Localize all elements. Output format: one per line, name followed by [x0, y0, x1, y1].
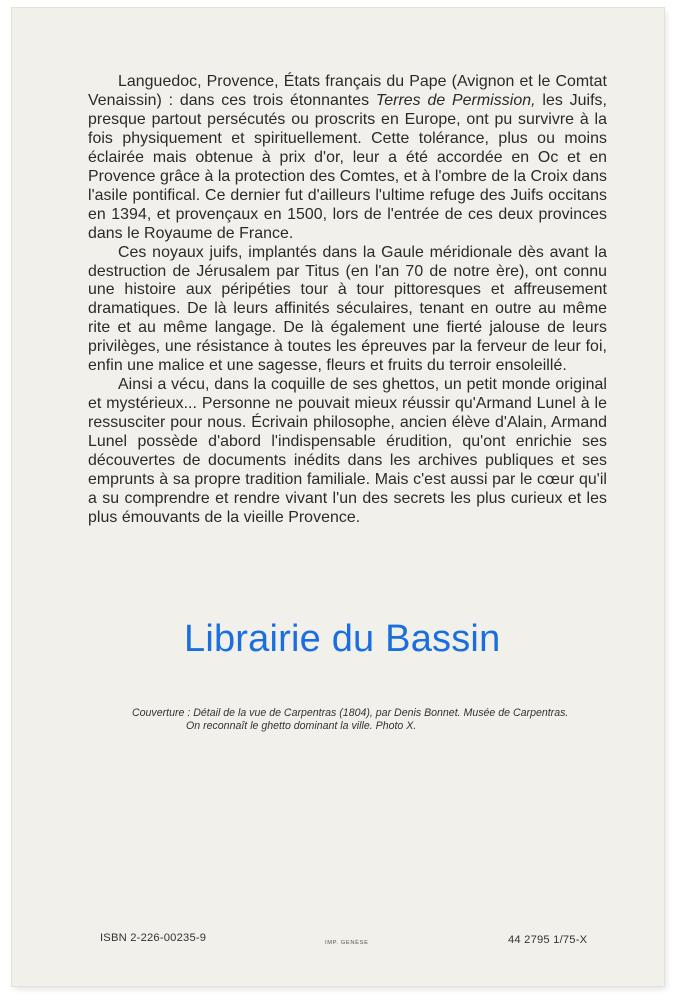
blurb-paragraph-3: Ainsi a vécu, dans la coquille de ses ghettos, un petit monde original et mystérieux... Personne ne pouvait mieux réussir qu'Armand Lunel à le ressusciter pour nous. Écrivain philosophe, ancien élève d'Alain, Armand Lunel possède d'abord l'indispensable érudition, qu'ont enrichie ses découvertes de documents inédits dans les archives publiques et ses emprunts à sa propre tradition familiale. Mais c'est aussi par le cœur qu'il a su comprendre et rendre vivant l'un des secrets les plus curieux et les plus émouvants de la vieille Provence. [88, 376, 607, 526]
caption-line-2: On reconnaît le ghetto dominant la ville. Photo X. [186, 719, 417, 732]
bookshop-watermark: Librairie du Bassin [184, 618, 501, 660]
blurb-text [88, 73, 607, 528]
paragraph-1-end: les Juifs, presque partout persécutés ou proscrits en Europe, ont pu survivre à la fois physiquement et spirituellement. Cette tolérance, plus ou moins éclairée mais obtenue à prix d'or, leur a été accordée en Oc et en Provence grâce à la protection des Comtes, et à l'ombre de la Croix dans l'asile pontifical. Ce dernier fut d'ailleurs l'ultime refuge des Juifs occitans en 1394, et provençaux en 1500, lors de l'entrée de ces deux provinces dans le Royaume de France. [88, 91, 607, 242]
blurb-paragraph-2: Ces noyaux juifs, implantés dans la Gaule méridionale dès avant la destruction de Jérusalem par Titus (en l'an 70 de notre ère), ont connu une histoire aux péripéties tour à tour pittoresques et affreusement dramatiques. De là leurs affinités séculaires, tenant en outre au même rite et au même langage. De là également une fierté jalouse de leurs privilèges, une résistance à toutes les épreuves par la ferveur de leur foi, enfin une malice et une sagesse, fleurs et fruits du terroir ensoleillé. [88, 243, 607, 375]
isbn-number: ISBN 2-226-00235-9 [100, 932, 207, 944]
paragraph-1-italic-title: Terres de Permission, [375, 91, 536, 109]
printer-imprint: IMP. GENÈSE [325, 940, 369, 946]
cover-credit-caption [132, 707, 602, 732]
catalog-code: 44 2795 1/75-X [508, 934, 588, 946]
blurb-paragraph-1 [88, 73, 607, 244]
paragraph-1-start: Languedoc, Provence, États français du Pape (Avignon et le Comtat Venaissin) : dans ces trois étonnantes [88, 73, 607, 109]
caption-line-1: Couverture : Détail de la vue de Carpentras (1804), par Denis Bonnet. Musée de Carpentras. [132, 707, 569, 719]
book-back-cover [12, 8, 664, 986]
